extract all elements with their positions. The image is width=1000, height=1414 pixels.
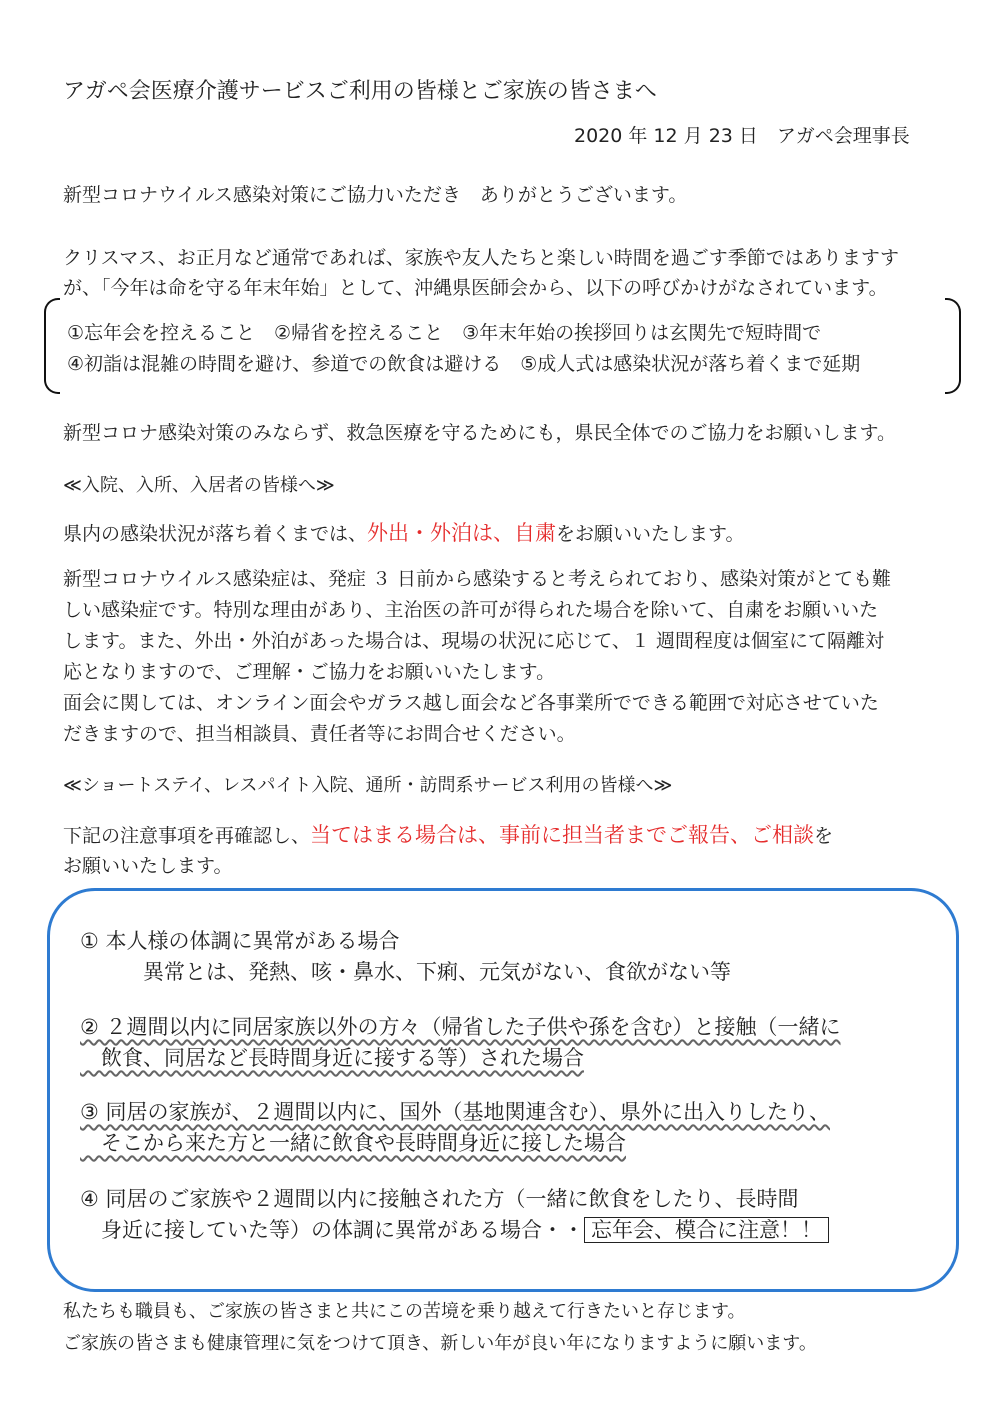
condition-line: 飲食、同居など長時間身近に接する等）された場合: [80, 1046, 584, 1070]
lead-emphasis: 当てはまる場合は、事前に担当者までご報告、ご相談: [310, 823, 815, 847]
right-bracket: [945, 298, 961, 394]
condition-line: ① 本人様の体調に異常がある場合: [80, 929, 400, 953]
condition-line: 異常とは、発熱、咳・鼻水、下痢、元気がない、食欲がない等: [80, 960, 731, 984]
lead-text: 県内の感染状況が落ち着くまでは、: [63, 523, 368, 545]
condition-4: [80, 1184, 829, 1246]
section1-lead: [63, 517, 745, 547]
warning-boxed-text: 忘年会、模合に注意！！: [584, 1217, 829, 1243]
intro-paragraph: [63, 243, 899, 303]
body-line: しい感染症です。特別な理由があり、主治医の許可が得られた場合を除いて、自粛をお願いいた: [63, 599, 879, 621]
lead-text: お願いいたします。: [63, 855, 233, 877]
condition-line: ④ 同居のご家族や２週間以内に接触された方（一緒に飲食をしたり、長時間: [80, 1187, 799, 1211]
lead-emphasis: 外出・外泊は、自粛: [367, 521, 557, 545]
intro-line: クリスマス、お正月など通常であれば、家族や友人たちと楽しい時間を過ごす季節ではありますす: [63, 247, 900, 269]
body-line: 新型コロナウイルス感染症は、発症 ３ 日前から感染すると考えられており、感染対策がとても難: [63, 568, 891, 590]
date-signature: 2020 年 12 月 23 日 アガペ会理事長: [574, 125, 910, 147]
condition-line: ② ２週間以内に同居家族以外の方々（帰省した子供や孫を含む）と接触（一緒に: [80, 1015, 841, 1039]
condition-2: [80, 1012, 841, 1074]
appeal-list: [67, 318, 860, 380]
lead-text: 下記の注意事項を再確認し、: [63, 825, 311, 847]
body-line: します。また、外出・外泊があった場合は、現場の状況に応じて、１ 週間程度は個室にて隔離対: [63, 630, 884, 652]
lead-text: を: [814, 825, 834, 847]
letter-title: アガペ会医療介護サービスご利用の皆様とご家族の皆さまへ: [63, 79, 657, 104]
body-line: 応となりますので、ご理解・ご協力をお願いいたします。: [63, 661, 556, 683]
condition-1: [80, 926, 731, 988]
closing-line: ご家族の皆さまも健康管理に気をつけて頂き、新しい年が良い年になりますように願います。: [63, 1333, 817, 1354]
appeal-line: ①忘年会を控えること ②帰省を控えること ③年末年始の挨拶回りは玄関先で短時間で: [67, 322, 822, 344]
body-line: 面会に関しては、オンライン面会やガラス越し面会など各事業所でできる範囲で対応させていた: [63, 692, 879, 714]
section1-heading: ≪入院、入所、入居者の皆様へ≫: [63, 475, 335, 496]
left-bracket: [44, 298, 60, 394]
closing-paragraph: [63, 1296, 817, 1360]
cooperation-paragraph: 新型コロナ感染対策のみならず、救急医療を守るためにも，県民全体でのご協力をお願いします。: [63, 422, 896, 444]
intro-line: が、「今年は命を守る年末年始」として、沖縄県医師会から、以下の呼びかけがなされています。: [63, 277, 888, 299]
appeal-line: ④初詣は混雑の時間を避け、参道での飲食は避ける ⑤成人式は感染状況が落ち着くまで延期: [67, 353, 861, 375]
condition-line: そこから来た方と一緒に飲食や長時間身近に接した場合: [80, 1131, 626, 1155]
lead-text: をお願いいたします。: [556, 523, 745, 545]
condition-line: 身近に接していた等）の体調に異常がある場合・・: [80, 1218, 584, 1242]
condition-3: [80, 1097, 830, 1159]
section1-body: [63, 564, 891, 750]
thanks-paragraph: 新型コロナウイルス感染対策にご協力いただき ありがとうございます。: [63, 184, 688, 206]
section2-lead: [63, 820, 833, 881]
body-line: だきますので、担当相談員、責任者等にお問合せください。: [63, 723, 576, 745]
condition-line: ③ 同居の家族が、２週間以内に、国外（基地関連含む）、県外に出入りしたり、: [80, 1100, 830, 1124]
section2-heading: ≪ショートステイ、レスパイト入院、通所・訪問系サービス利用の皆様へ≫: [63, 775, 673, 796]
closing-line: 私たちも職員も、ご家族の皆さまと共にこの苦境を乗り越えて行きたいと存じます。: [63, 1301, 746, 1322]
